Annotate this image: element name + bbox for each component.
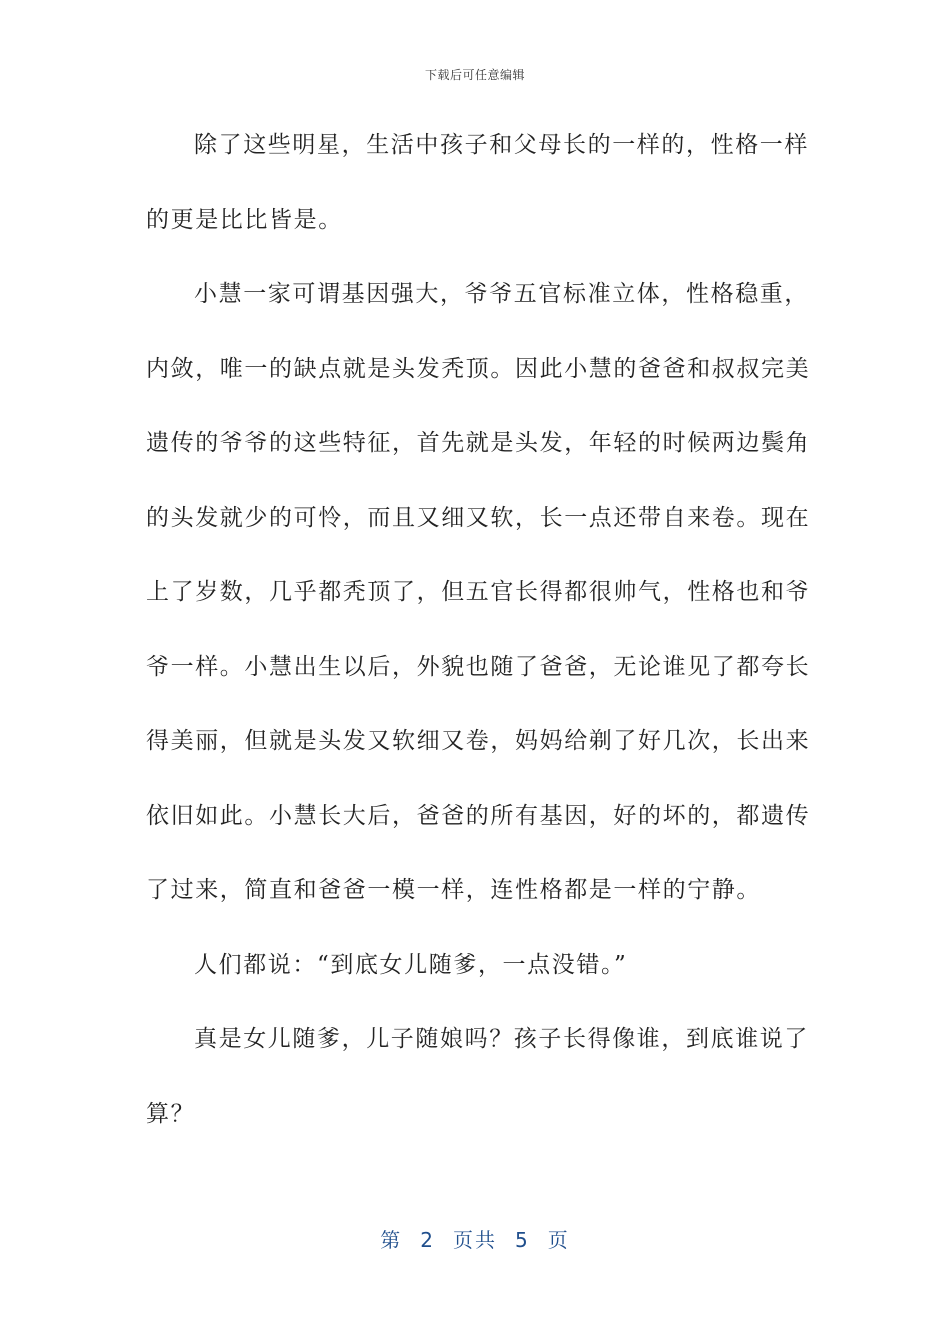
footer-suffix: 页 bbox=[547, 1228, 570, 1252]
text-line: 内敛，唯一的缺点就是头发秃顶。因此小慧的爸爸和叔叔完美 bbox=[146, 355, 811, 382]
text-line: 遗传的爷爷的这些特征，首先就是头发，年轻的时候两边鬓角 bbox=[146, 430, 811, 456]
text-line: 得美丽，但就是头发又软细又卷，妈妈给剃了好几次，长出来 bbox=[146, 728, 811, 754]
text-line: 依旧如此。小慧长大后，爸爸的所有基因，好的坏的，都遗传 bbox=[146, 802, 811, 829]
page-footer bbox=[0, 1224, 950, 1253]
paragraph-4 bbox=[146, 1002, 809, 1151]
paragraph-1 bbox=[146, 108, 809, 257]
text-line: 除了这些明星，生活中孩子和父母长的一样的，性格一样 bbox=[194, 132, 809, 158]
text-line: 的更是比比皆是。 bbox=[146, 206, 343, 233]
text-line: 爷一样。小慧出生以后，外貌也随了爸爸，无论谁见了都夸长 bbox=[146, 653, 811, 680]
page-header bbox=[0, 66, 950, 83]
text-line: 人们都说：“到底女儿随爹，一点没错。” bbox=[194, 951, 628, 978]
footer-middle: 页共 bbox=[453, 1228, 497, 1252]
text-line: 小慧一家可谓基因强大，爷爷五官标准立体，性格稳重， bbox=[194, 281, 809, 307]
text-line: 真是女儿随爹，儿子随娘吗？孩子长得像谁，到底谁说了 bbox=[194, 1026, 809, 1052]
paragraph-3 bbox=[146, 928, 796, 1003]
current-page-number: 2 bbox=[420, 1228, 435, 1252]
header-text: 下载后可任意编辑 bbox=[424, 68, 525, 82]
text-line: 了过来，简直和爸爸一模一样，连性格都是一样的宁静。 bbox=[146, 877, 761, 903]
footer-prefix: 第 bbox=[380, 1228, 403, 1252]
paragraph-2 bbox=[146, 257, 811, 928]
text-line: 的头发就少的可怜，而且又细又软，长一点还带自来卷。现在 bbox=[146, 504, 811, 531]
document-body bbox=[146, 108, 811, 1151]
text-line: 上了岁数，几乎都秃顶了，但五官长得都很帅气，性格也和爷 bbox=[146, 579, 811, 605]
text-line: 算？ bbox=[146, 1100, 196, 1127]
total-pages-number: 5 bbox=[515, 1228, 530, 1252]
